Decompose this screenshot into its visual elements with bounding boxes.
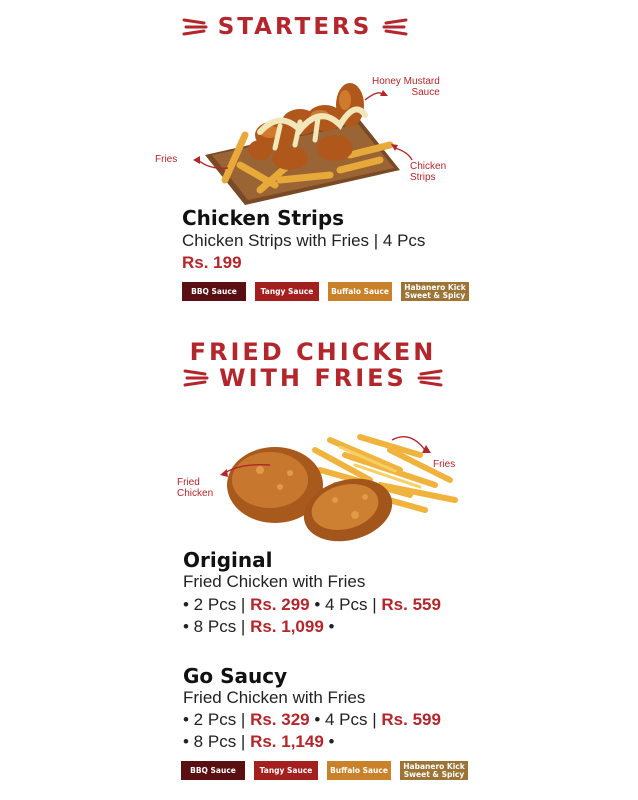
price-4pcs: Rs. 599 — [381, 710, 441, 729]
right-dash-decoration — [417, 367, 443, 389]
portion-2pcs: • 2 Pcs | — [183, 595, 251, 614]
price-line-original-1 — [183, 595, 441, 615]
sauce-options-go-saucy — [181, 761, 468, 780]
item-description-original: Fried Chicken with Fries — [183, 572, 366, 591]
starters-heading: STARTERS — [217, 14, 373, 40]
bullet-end: • — [323, 732, 335, 751]
sauce-chip-buffalo: Buffalo Sauce — [327, 761, 391, 780]
sauce-chip-bbq: BBQ Sauce — [182, 282, 246, 301]
bullet-end: • — [323, 617, 335, 636]
price-line-go-saucy-1 — [183, 710, 441, 730]
item-price-chicken-strips: Rs. 199 — [182, 253, 242, 272]
price-8pcs: Rs. 1,099 — [250, 617, 324, 636]
starters-heading-row — [0, 14, 590, 40]
portion-8pcs: • 8 Pcs | — [183, 732, 251, 751]
sauce-chip-habanero: Habanero Kick Sweet & Spicy — [401, 282, 469, 301]
left-dash-decoration — [182, 16, 208, 38]
left-dash-decoration — [183, 367, 209, 389]
callout-honey-mustard: Honey Mustard Sauce — [372, 76, 440, 98]
fried-chicken-image — [170, 425, 470, 550]
item-description-chicken-strips: Chicken Strips with Fries | 4 Pcs — [182, 231, 426, 250]
portion-2pcs: • 2 Pcs | — [183, 710, 251, 729]
price-line-original-2 — [183, 617, 334, 637]
price-line-go-saucy-2 — [183, 732, 334, 752]
callout-fried-chicken: Fried Chicken — [177, 477, 214, 499]
item-name-go-saucy: Go Saucy — [183, 664, 288, 688]
price-2pcs: Rs. 329 — [250, 710, 310, 729]
portion-4pcs: • 4 Pcs | — [309, 710, 382, 729]
callout-fries: Fries — [155, 154, 178, 165]
fried-chicken-heading-row2 — [0, 364, 626, 392]
price-2pcs: Rs. 299 — [250, 595, 310, 614]
portion-4pcs: • 4 Pcs | — [309, 595, 382, 614]
portion-8pcs: • 8 Pcs | — [183, 617, 251, 636]
sauce-chip-tangy: Tangy Sauce — [255, 282, 319, 301]
sauce-chip-bbq: BBQ Sauce — [181, 761, 245, 780]
callout-chicken-strips: Chicken Strips — [410, 161, 447, 183]
sauce-options-starters — [182, 282, 469, 301]
price-8pcs: Rs. 1,149 — [250, 732, 324, 751]
fried-chicken-heading-line2: WITH FRIES — [219, 364, 407, 392]
right-dash-decoration — [382, 16, 408, 38]
sauce-chip-habanero: Habanero Kick Sweet & Spicy — [400, 761, 468, 780]
item-name-original: Original — [183, 548, 273, 572]
price-4pcs: Rs. 559 — [381, 595, 441, 614]
fried-chicken-heading-line1: FRIED CHICKEN — [189, 338, 437, 366]
item-description-go-saucy: Fried Chicken with Fries — [183, 688, 366, 707]
sauce-chip-buffalo: Buffalo Sauce — [328, 282, 392, 301]
sauce-chip-tangy: Tangy Sauce — [254, 761, 318, 780]
item-name-chicken-strips: Chicken Strips — [182, 206, 345, 230]
callout-fries-2: Fries — [433, 459, 456, 470]
